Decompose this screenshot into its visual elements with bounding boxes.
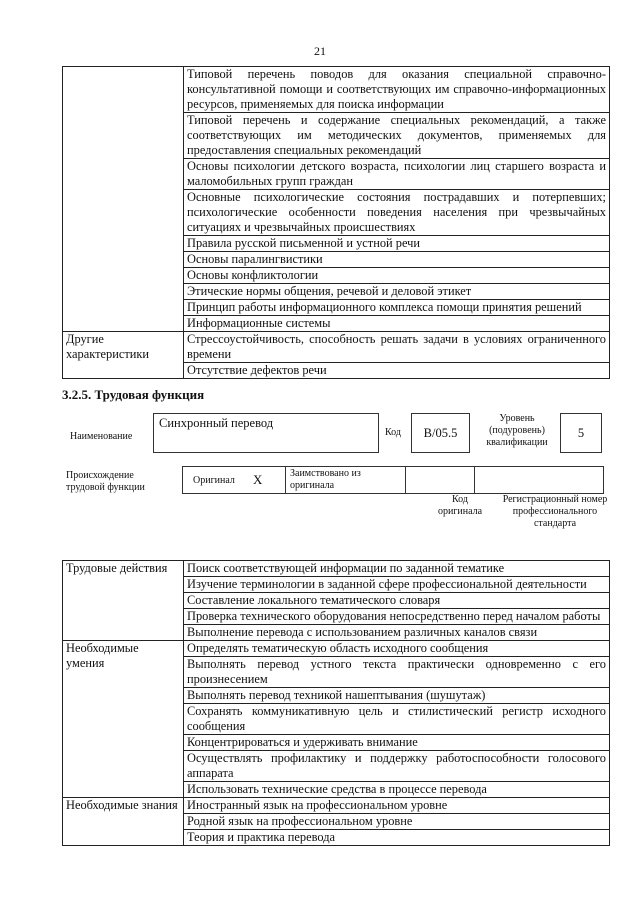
table-cell: Стрессоустойчивость, способность решать задачи в условиях ограниченного времени [184, 332, 610, 363]
table-row [63, 67, 610, 113]
table-cell: Родной язык на профессиональном уровне [184, 814, 610, 830]
section-title: 3.2.5. Трудовая функция [62, 387, 205, 402]
table-cell: Основы психологии детского возраста, психологии лиц старшего возраста и маломобильных групп граждан [184, 159, 610, 190]
code-box: B/05.5 [411, 413, 470, 453]
origin-label: Происхождение трудовой функции [66, 470, 145, 493]
table-cell: Выполнять перевод устного текста практически одновременно с его произнесением [184, 657, 610, 688]
table-cell: Этические нормы общения, речевой и деловой этикет [184, 284, 610, 300]
table-cell: Основные психологические состояния пострадавших и потерпевших; психологические особенности поведения населения при чрезвычайных ситуациях и чрезвычайных происшествиях [184, 190, 610, 236]
table-cell: Осуществлять профилактику и поддержку работоспособности голосового аппарата [184, 751, 610, 782]
table-cell: Выполнение перевода с использованием различных каналов связи [184, 625, 610, 641]
table-cell: Иностранный язык на профессиональном уровне [184, 798, 610, 814]
table-row [63, 561, 610, 577]
row-group-label: Необходимые знания [63, 798, 184, 846]
original-label: Оригинал [193, 475, 235, 486]
code-label: Код [385, 427, 401, 438]
knowledge-table [62, 66, 610, 379]
table-cell: Поиск соответствующей информации по заданной тематике [184, 561, 610, 577]
table-cell: Использовать технические средства в процессе перевода [184, 782, 610, 798]
function-table [62, 560, 610, 846]
level-label: Уровень (подуровень) квалификации [486, 413, 548, 448]
reg-number-label: Регистрационный номер профессионального стандарта [502, 494, 608, 529]
table-cell: Проверка технического оборудования непосредственно перед началом работы [184, 609, 610, 625]
table-row [63, 332, 610, 363]
original-mark: X [253, 472, 263, 487]
orig-code-label: Код оригинала [437, 494, 483, 517]
level-box: 5 [560, 413, 602, 453]
borrowed-label: Заимствовано из оригинала [290, 468, 361, 491]
table-cell: Составление локального тематического словаря [184, 593, 610, 609]
table-cell: Правила русской письменной и устной речи [184, 236, 610, 252]
row-group-label: Трудовые действия [63, 561, 184, 641]
name-box [153, 413, 379, 453]
row-group-label: Другие характеристики [63, 332, 184, 379]
table-row [63, 798, 610, 814]
table-cell: Типовой перечень и содержание специальных рекомендаций, а также соответствующих им методических документов, применяемых для предоставления специальных рекомендаций [184, 113, 610, 159]
row-group-label [63, 67, 184, 332]
name-label: Наименование [70, 431, 133, 442]
table-cell: Типовой перечень поводов для оказания специальной справочно-консультативной помощи и соответствующих им справочно-информационных ресурсов, применяемых для поиска информации [184, 67, 610, 113]
table-cell: Принцип работы информационного комплекса помощи принятия решений [184, 300, 610, 316]
row-group-label: Необходимые умения [63, 641, 184, 798]
table-cell: Теория и практика перевода [184, 830, 610, 846]
table-cell: Определять тематическую область исходного сообщения [184, 641, 610, 657]
table-cell: Выполнять перевод техникой нашептывания (шушутаж) [184, 688, 610, 704]
function-name: Синхронный перевод [159, 416, 274, 430]
page-number: 21 [314, 44, 326, 58]
table-cell: Основы паралингвистики [184, 252, 610, 268]
table-cell: Отсутствие дефектов речи [184, 363, 610, 379]
table-row [63, 641, 610, 657]
table-cell: Основы конфликтологии [184, 268, 610, 284]
table-cell: Сохранять коммуникативную цель и стилистический регистр исходного сообщения [184, 704, 610, 735]
origin-row [182, 466, 604, 494]
table-cell: Изучение терминологии в заданной сфере профессиональной деятельности [184, 577, 610, 593]
table-cell: Информационные системы [184, 316, 610, 332]
table-cell: Концентрироваться и удерживать внимание [184, 735, 610, 751]
